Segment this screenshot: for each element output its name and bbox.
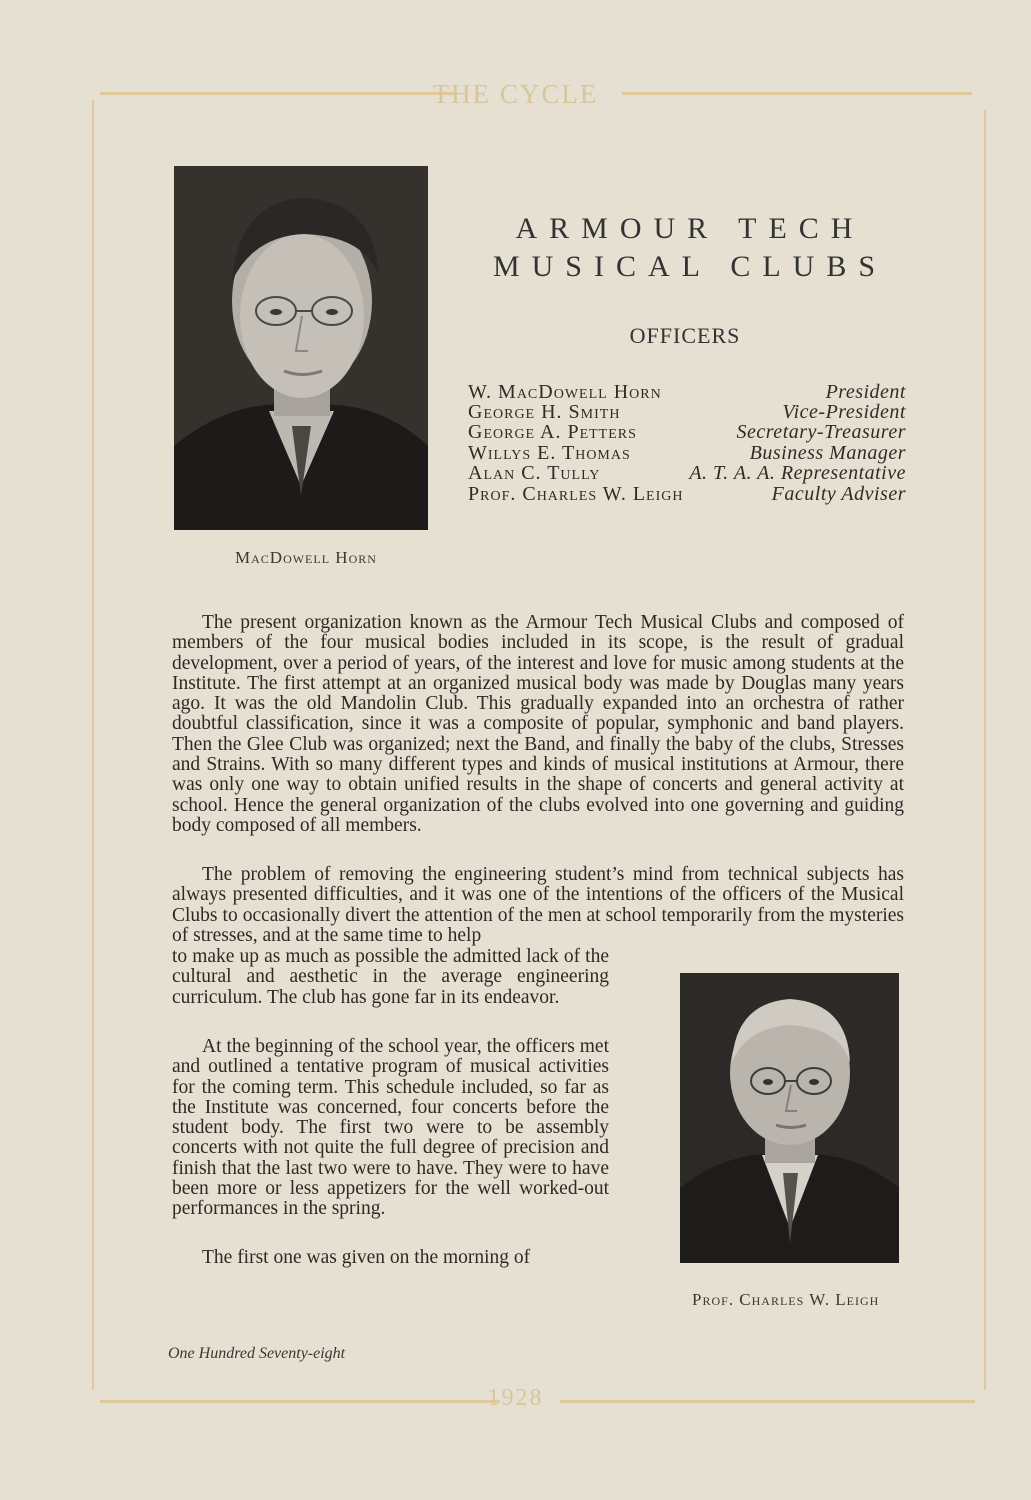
officer-role: Business Manager: [749, 442, 906, 464]
officer-row: [468, 463, 906, 484]
footer-year: 1928: [487, 1385, 544, 1411]
officer-name: Alan C. Tully: [468, 462, 601, 484]
officer-role: President: [825, 381, 906, 403]
officer-name: Willys E. Thomas: [468, 442, 631, 464]
page-number: One Hundred Seventy-eight: [168, 1345, 346, 1362]
horn-caption: MacDowell Horn: [235, 548, 377, 567]
officer-row: [468, 422, 906, 443]
horn-portrait-image: [174, 166, 428, 530]
frame-right-rule: [984, 110, 986, 1390]
body-paragraph-2: The problem of removing the engineering student’s mind from technical subjects has always presented difficulties, and it was one of the intentions of the officers of the Musical Clubs to occasionally divert the attention of the men at school temporarily from the mysteries of stresses, and at the same time to help: [172, 864, 904, 946]
title-line-2: MUSICAL CLUBS: [492, 250, 888, 283]
body-paragraph-3: At the beginning of the school year, the officers met and outlined a tentative program of musical activities for the coming term. This schedule included, so far as the Institute was concerned, four concerts before the student body. The first two were to be assembly concerts with not quite the full degree of precision and finish that the last two were to have. They were to have been more or less appetizers for the well worked-out performances in the spring.: [172, 1036, 609, 1220]
body-paragraph-4: The first one was given on the morning of: [202, 1247, 531, 1268]
officer-name: George H. Smith: [468, 401, 621, 423]
leigh-portrait: [680, 973, 899, 1263]
officer-row: [468, 402, 906, 423]
running-header: THE CYCLE: [432, 79, 599, 109]
officer-row: [468, 382, 906, 403]
officers-heading: OFFICERS: [629, 323, 741, 348]
officer-role: Faculty Adviser: [771, 483, 906, 505]
officer-name: Prof. Charles W. Leigh: [468, 483, 684, 505]
body-paragraph-1: The present organization known as the Armour Tech Musical Clubs and composed of members of the four musical bodies included in its scope, is the result of gradual development, over a period of years, of the interest and love for music among students at the Institute. The first attempt at an organized musical body was made by Douglas many years ago. It was the old Mandolin Club. This gradually expanded into an orchestra of rather doubtful classification, since it was a composite of popular, symphonic and band players. Then the Glee Club was organized; next the Band, and finally the baby of the clubs, Stresses and Strains. With so many different types and kinds of musical institutions at Armour, there was only one way to obtain unified results in the shape of concerts and general activity at school. Hence the general organization of the clubs evolved into one governing and guiding body composed of all members.: [172, 612, 904, 836]
body-paragraph-2-continued: to make up as much as possible the admitted lack of the cultural and aesthetic in the average engineering curriculum. The club has gone far in its endeavor.: [172, 946, 609, 1008]
leigh-caption: Prof. Charles W. Leigh: [692, 1290, 880, 1309]
frame-left-rule: [92, 100, 94, 1390]
officer-name: George A. Petters: [468, 421, 637, 443]
horn-portrait: [174, 166, 428, 530]
officer-role: Vice-President: [782, 401, 906, 423]
officer-row: [468, 443, 906, 464]
leigh-portrait-image: [680, 973, 899, 1263]
officer-role: Secretary-Treasurer: [736, 421, 906, 443]
officer-name: W. MacDowell Horn: [468, 381, 662, 403]
officer-row: [468, 484, 906, 505]
officer-role: A. T. A. A. Representative: [689, 462, 906, 484]
title-line-1: ARMOUR TECH: [515, 212, 865, 245]
